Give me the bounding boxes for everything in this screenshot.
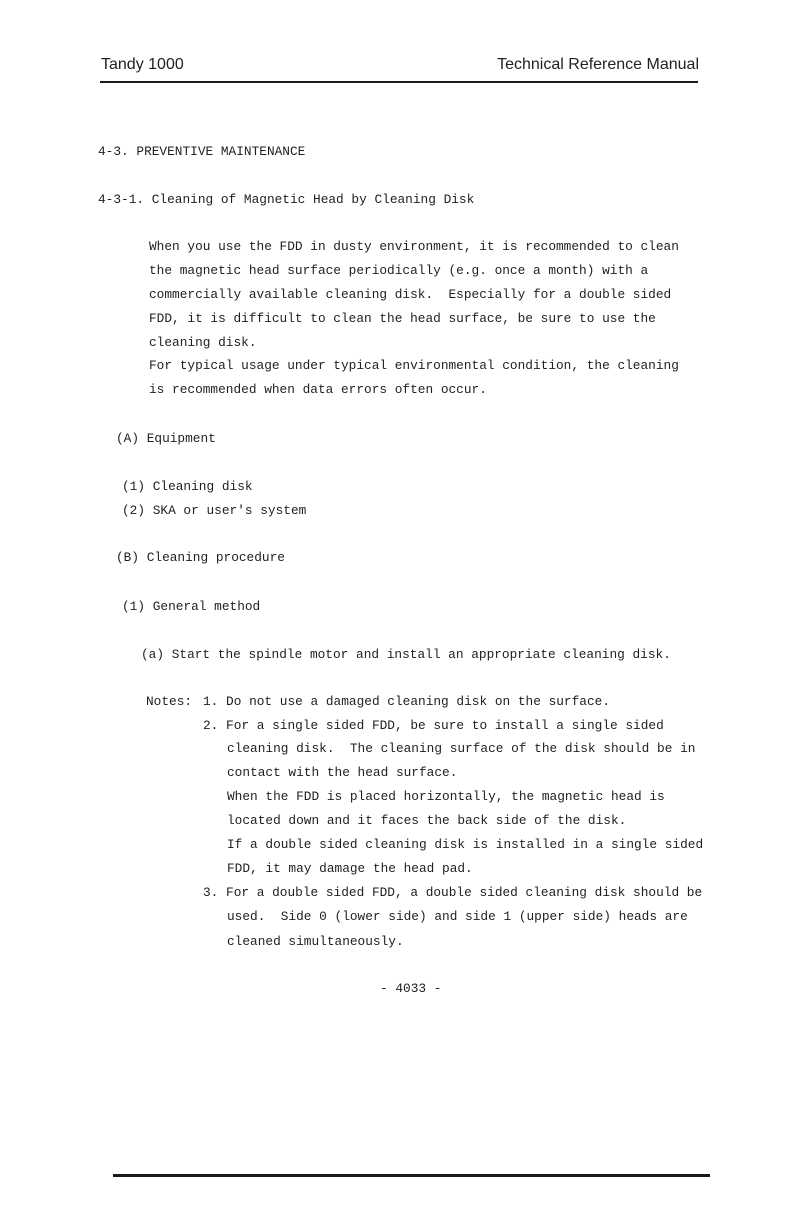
intro-line: For typical usage under typical environmental condition, the cleaning	[149, 358, 679, 373]
note-2-line: FDD, it may damage the head pad.	[227, 861, 473, 876]
equipment-heading: (A) Equipment	[116, 431, 216, 446]
note-2-line: If a double sided cleaning disk is installed in a single sided	[227, 837, 704, 852]
note-2-line: located down and it faces the back side of the disk.	[227, 813, 627, 828]
note-3-line: 3. For a double sided FDD, a double sided cleaning disk should be	[203, 885, 703, 900]
intro-line: is recommended when data errors often occur.	[149, 382, 487, 397]
note-2-line: contact with the head surface.	[227, 765, 458, 780]
intro-line: When you use the FDD in dusty environment, it is recommended to clean	[149, 239, 679, 254]
header-right-title: Technical Reference Manual	[497, 56, 699, 73]
equipment-item: (1) Cleaning disk	[122, 479, 253, 494]
intro-line: cleaning disk.	[149, 335, 257, 350]
equipment-item: (2) SKA or user's system	[122, 503, 307, 518]
note-1: 1. Do not use a damaged cleaning disk on the surface.	[203, 694, 611, 709]
intro-line: the magnetic head surface periodically (e.g. once a month) with a	[149, 263, 649, 278]
note-3-line: cleaned simultaneously.	[227, 934, 404, 949]
note-2-line: When the FDD is placed horizontally, the magnetic head is	[227, 789, 665, 804]
procedure-method: (1) General method	[122, 599, 261, 614]
notes-label: Notes:	[146, 694, 193, 709]
procedure-heading: (B) Cleaning procedure	[116, 550, 285, 565]
footer-rule	[113, 1174, 710, 1177]
section-title: 4-3. PREVENTIVE MAINTENANCE	[98, 144, 306, 159]
header-left-title: Tandy 1000	[101, 56, 184, 73]
header-rule	[100, 81, 698, 83]
section-subtitle: 4-3-1. Cleaning of Magnetic Head by Cleaning Disk	[98, 192, 475, 207]
intro-line: commercially available cleaning disk. Especially for a double sided	[149, 287, 672, 302]
page-number: - 4033 -	[380, 981, 442, 996]
note-3-line: used. Side 0 (lower side) and side 1 (upper side) heads are	[227, 909, 688, 924]
intro-line: FDD, it is difficult to clean the head surface, be sure to use the	[149, 311, 656, 326]
note-2-line: cleaning disk. The cleaning surface of the disk should be in	[227, 741, 696, 756]
procedure-step-a: (a) Start the spindle motor and install an appropriate cleaning disk.	[141, 647, 671, 662]
note-2-line: 2. For a single sided FDD, be sure to install a single sided	[203, 718, 664, 733]
